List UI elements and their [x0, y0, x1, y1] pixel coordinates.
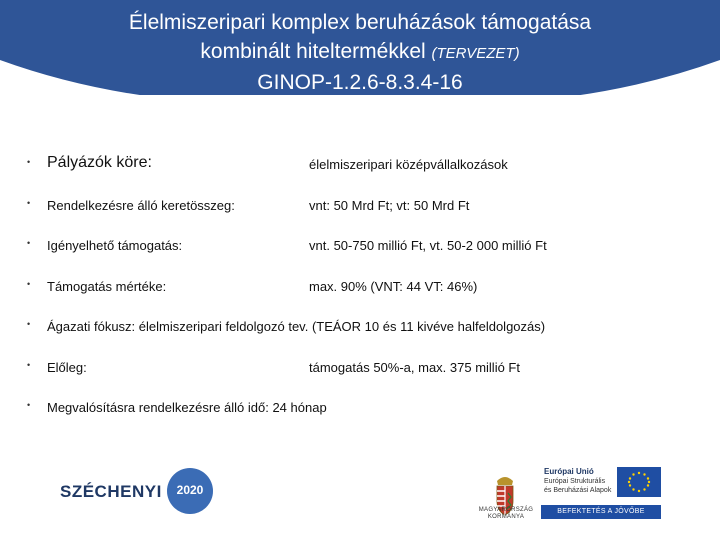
item-value: vnt: 50 Mrd Ft; vt: 50 Mrd Ft: [309, 198, 470, 213]
item-value: vnt. 50-750 millió Ft, vt. 50-2 000 millió Ft: [309, 238, 547, 253]
list-item: [0, 195, 720, 217]
szechenyi-year: 2020: [176, 483, 204, 497]
eu-slogan-band: BEFEKTETÉS A JÖVŐBE: [541, 505, 661, 519]
item-label: Igényelhető támogatás:: [47, 238, 183, 253]
title-line-3: GINOP-1.2.6-8.3.4-16: [257, 71, 463, 94]
bullet: •: [27, 319, 31, 329]
list-item: [0, 357, 720, 379]
bullet: •: [27, 400, 31, 410]
gov-line-2: KORMÁNYA: [487, 514, 525, 520]
bullet: •: [27, 238, 31, 248]
draft-label: (TERVEZET): [431, 45, 520, 62]
item-label: Pályázók köre:: [47, 154, 152, 171]
logo-strip: [0, 455, 720, 540]
item-label: Támogatás mértéke:: [47, 279, 167, 294]
szechenyi-logo: [60, 463, 210, 523]
bullet: •: [27, 279, 31, 289]
bullet: •: [27, 198, 31, 208]
item-label: Megvalósításra rendelkezésre álló idő: 24 hónap: [47, 400, 327, 415]
title-line-2: [0, 37, 720, 68]
item-label: Ágazati fókusz: élelmiszeripari feldolgozó tev. (TEÁOR 10 és 11 kivéve halfeldolgozás): [47, 319, 546, 334]
eu-flag-icon: [617, 467, 661, 497]
list-item: [0, 276, 720, 298]
government-caption: [473, 507, 539, 521]
item-value: élelmiszeripari középvállalkozások: [309, 157, 508, 172]
list-item: [0, 397, 720, 419]
gov-line-1: MAGYARORSZÁG: [478, 507, 534, 513]
item-label: Rendelkezésre álló keretösszeg:: [47, 198, 235, 213]
eu-title: Európai Unió: [544, 467, 594, 476]
eu-subtitle: Európai Strukturális és Beruházási Alapok: [544, 478, 612, 494]
title-line-1: Élelmiszeripari komplex beruházások támogatása: [128, 11, 592, 34]
szechenyi-badge-icon: [167, 468, 213, 514]
item-value: max. 90% (VNT: 44 VT: 46%): [309, 279, 478, 294]
list-item: [0, 154, 720, 176]
list-item: [0, 235, 720, 257]
item-label: Előleg:: [47, 360, 87, 375]
page-title: [0, 8, 720, 97]
title-line-2-text: kombinált hiteltermékkel: [200, 40, 426, 63]
list-item: [0, 316, 720, 338]
item-value: támogatás 50%-a, max. 375 millió Ft: [309, 360, 520, 375]
bullet: •: [27, 360, 31, 370]
szechenyi-wordmark: SZÉCHENYI: [60, 482, 162, 501]
bullet: •: [27, 157, 31, 167]
